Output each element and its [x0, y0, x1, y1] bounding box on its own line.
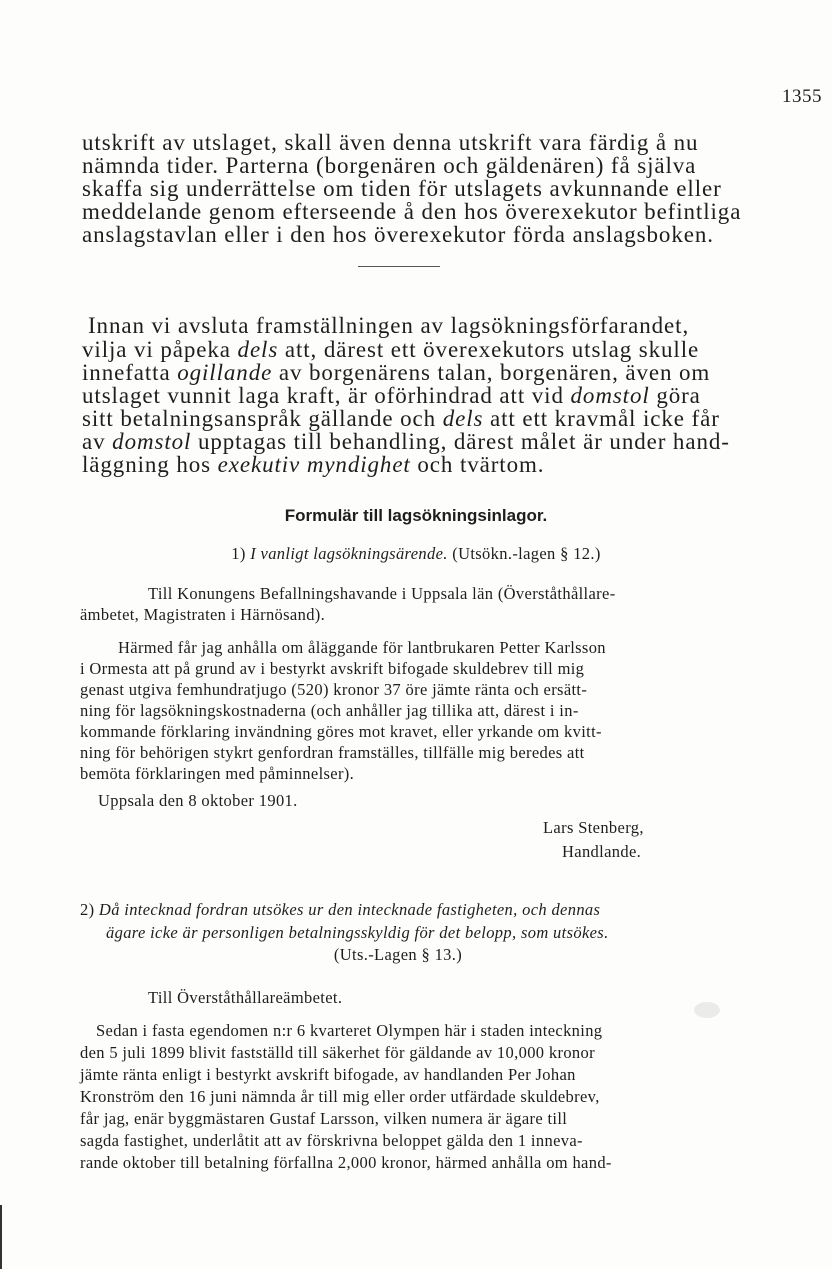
emphasis-text: domstol [112, 429, 192, 454]
form-heading: Formulär till lagsökningsinlagor. [284, 506, 548, 525]
emphasis-text: ogillande [177, 360, 273, 385]
text-run: utslaget vunnit laga kraft, är oförhindrad att vid [82, 383, 571, 408]
section-divider [358, 266, 440, 267]
emphasis-text: dels [442, 406, 484, 431]
form-1-signer-title: Handlande. [562, 842, 642, 861]
text-run: innefatta [82, 360, 178, 385]
form-2-body-line: får jag, enär byggmästaren Gustaf Larsson, vilken numera är ägare till [80, 1109, 568, 1128]
form-2-body-line: Sedan i fasta egendomen n:r 6 kvarteret Olympen här i staden inteckning [96, 1021, 603, 1040]
form-2-body-line: sagda fastighet, underlåtit att av förskrivna beloppet gälda den 1 inneva- [80, 1131, 583, 1150]
form-2-body-line: den 5 juli 1899 blivit fastställd till säkerhet för gäldande av 10,000 kronor [80, 1043, 595, 1062]
emphasis-text: dels [237, 337, 279, 362]
form-1-body-line: genast utgiva femhundratjugo (520) kronor 37 öre jämte ränta och ersätt- [80, 680, 588, 699]
text-line: skaffa sig underrättelse om tiden för utslagets avkunnande eller [82, 176, 722, 201]
form-2-body-line: rande oktober till betalning förfallna 2,000 kronor, härmed anhålla om hand- [80, 1153, 612, 1172]
text-line [88, 313, 689, 339]
text-run: av [82, 429, 113, 454]
text-line [82, 452, 544, 478]
text-run: upptagas till behandling, därest målet är under hand- [191, 429, 730, 454]
page-number: 1355 [782, 86, 822, 107]
text-line: anslagstavlan eller i den hos överexekutor förda anslagsboken. [82, 222, 714, 247]
text-run: av borgenärens talan, borgenären, även om [272, 360, 711, 385]
form-1-body-line: kommande förklaring invändning göres mot kravet, eller yrkande om kvitt- [80, 722, 602, 741]
form-1-title-text: I vanligt lagsökningsärende. [250, 544, 448, 563]
form-1-body-line: Härmed får jag anhålla om åläggande för lantbrukaren Petter Karlsson [118, 638, 606, 657]
emphasis-text: domstol [570, 383, 650, 408]
form-1-body-line: bemöta förklaringen med påminnelser). [80, 764, 355, 783]
form-1-address-line: ämbetet, Magistraten i Härnösand). [80, 605, 326, 624]
form-2-body-line: jämte ränta enligt i bestyrkt avskrift bifogade, av handlanden Per Johan [80, 1065, 576, 1084]
scan-edge-mark [0, 1205, 2, 1269]
form-1-body-line: i Ormesta att på grund av i bestyrkt avskrift bifogade skuldebrev till mig [80, 659, 585, 678]
text-line: meddelande genom efterseende å den hos överexekutor befintliga [82, 199, 742, 224]
form-1-signer-name: Lars Stenberg, [543, 818, 644, 837]
form-1-date: Uppsala den 8 oktober 1901. [98, 791, 298, 810]
form-2-address: Till Överståthållareämbetet. [148, 988, 343, 1007]
text-run: göra [649, 383, 701, 408]
text-run: Innan vi avsluta framställningen av lagsökningsförfarandet, [88, 313, 690, 338]
form-2-title-line [80, 900, 600, 920]
text-run: att, därest ett överexekutors utslag skulle [278, 337, 700, 362]
form-2-number: 2) [80, 900, 99, 919]
text-run: sitt betalningsanspråk gällande och [82, 406, 443, 431]
text-run: och tvärtom. [410, 452, 545, 477]
form-1-number: 1) [231, 544, 251, 563]
form-2-title-text: Då intecknad fordran utsökes ur den intecknade fastigheten, och dennas [98, 900, 601, 919]
emphasis-text: exekutiv myndighet [217, 452, 411, 477]
form-2-law-reference: (Uts.-Lagen § 13.) [333, 945, 463, 964]
text-run: att ett kravmål icke får [483, 406, 720, 431]
form-1-address-line: Till Konungens Befallningshavande i Uppsala län (Överståthållare- [148, 584, 616, 603]
form-2-title-line: ägare icke är personligen betalningsskyldig för det belopp, som utsökes. [106, 923, 609, 942]
form-1-body-line: ning för lagsökningskostnaderna (och anhåller jag tillika att, därest i in- [80, 701, 579, 720]
text-run: läggning hos [82, 452, 218, 477]
paper-stain [694, 1002, 720, 1018]
text-line: nämnda tider. Parterna (borgenären och gäldenären) få själva [82, 153, 697, 178]
form-1-law-reference: (Utsökn.-lagen § 12.) [447, 544, 601, 563]
form-1-body-line: ning för behörigen stykrt genfordran framställes, tillfälle mig beredes att [80, 743, 585, 762]
form-2-body-line: Kronström den 16 juni nämnda år till mig eller order utfärdade skuldebrev, [80, 1087, 600, 1106]
text-run: vilja vi påpeka [82, 337, 238, 362]
form-1-title [0, 544, 832, 564]
text-line: utskrift av utslaget, skall även denna utskrift vara färdig å nu [82, 130, 699, 155]
